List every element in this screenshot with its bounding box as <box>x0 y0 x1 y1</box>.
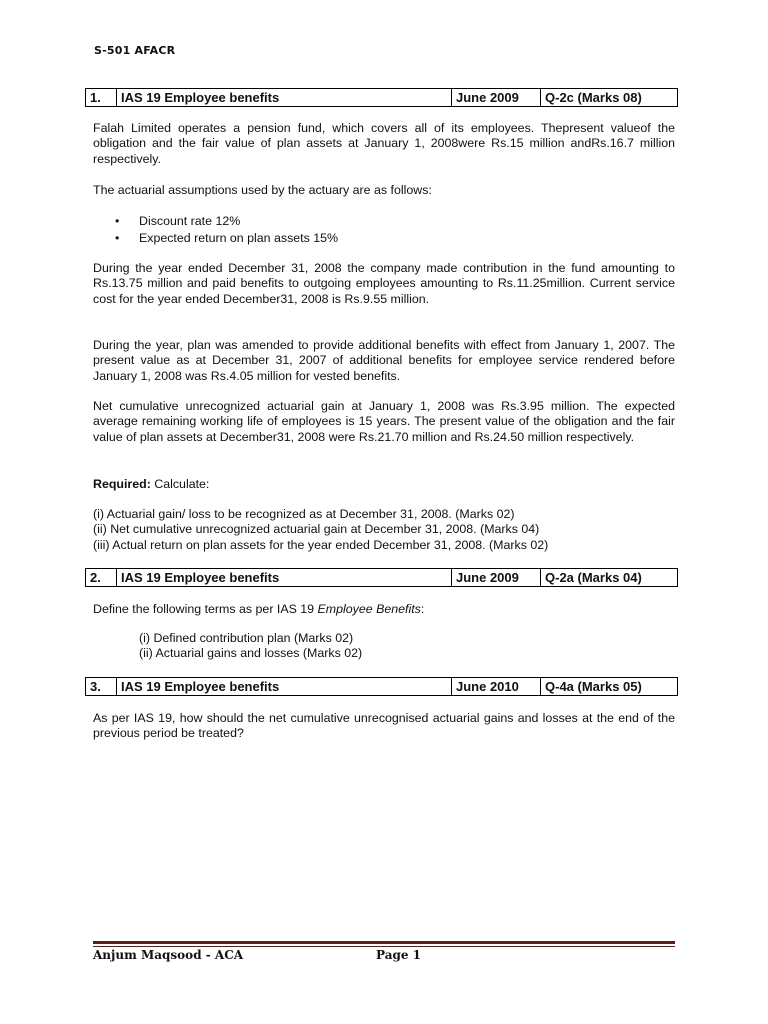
list-item: • Discount rate 12% <box>113 213 338 230</box>
q1-paragraph-3: During the year ended December 31, 2008 the company made contribution in the fund amounting to Rs.13.75 million and paid benefits to outgoing employees amounting to Rs.11.25million. Current service cost for the year ended December31, 2008 is Rs.9.55 million. <box>93 261 675 306</box>
list-item: • Expected return on plan assets 15% <box>113 230 338 247</box>
footer-author: Anjum Maqsood - ACA <box>93 948 244 962</box>
footer-divider-thin <box>93 946 675 947</box>
question-ref: Q-2c (Marks 08) <box>541 89 678 107</box>
list-item: (iii) Actual return on plan assets for the year ended December 31, 2008. (Marks 02) <box>93 537 549 552</box>
q2-intro <box>93 602 675 617</box>
list-item: (ii) Actuarial gains and losses (Marks 02) <box>139 646 363 661</box>
question-number: 3. <box>86 678 117 696</box>
question-1-header <box>85 88 678 107</box>
q1-paragraph-2: The actuarial assumptions used by the actuary are as follows: <box>93 183 432 197</box>
list-item: (i) Actuarial gain/ loss to be recognized as at December 31, 2008. (Marks 02) <box>93 507 515 521</box>
q1-paragraph-1: Falah Limited operates a pension fund, which covers all of its employees. Thepresent valueof the obligation and the fair value of plan assets at January 1, 2008were Rs.15 million andRs.16.7 million respectively. <box>93 121 675 166</box>
question-date: June 2009 <box>452 569 541 587</box>
page-header-code: S-501 AFACR <box>94 44 176 57</box>
list-item: (ii) Net cumulative unrecognized actuarial gain at December 31, 2008. (Marks 04) <box>93 522 540 537</box>
q3-paragraph-1: As per IAS 19, how should the net cumulative unrecognised actuarial gains and losses at the end of the previous period be treated? <box>93 711 675 741</box>
q1-paragraph-4: During the year, plan was amended to provide additional benefits with effect from January 1, 2007. The present value as at December 31, 2007 of additional benefits for employee service rendered before January 1, 2008 was Rs.4.05 million for vested benefits. <box>93 338 675 383</box>
question-3-header <box>85 677 678 696</box>
question-topic: IAS 19 Employee benefits <box>117 678 452 696</box>
footer-page-number: Page 1 <box>376 948 422 962</box>
required-text: Calculate: <box>150 477 210 491</box>
list-item: (i) Defined contribution plan (Marks 02) <box>139 631 354 645</box>
question-date: June 2010 <box>452 678 541 696</box>
question-ref: Q-4a (Marks 05) <box>541 678 678 696</box>
q1-parts <box>93 507 675 553</box>
q2-parts <box>139 631 659 662</box>
question-number: 1. <box>86 89 117 107</box>
q1-paragraph-5: Net cumulative unrecognized actuarial gain at January 1, 2008 was Rs.3.95 million. The expected average remaining working life of employees is 15 years. The present value of the obligation and the fair value of plan assets at December31, 2008 were Rs.21.70 million and Rs.24.50 million respectively. <box>93 399 675 444</box>
q1-required <box>93 477 675 492</box>
question-topic: IAS 19 Employee benefits <box>117 569 452 587</box>
question-2-header <box>85 568 678 587</box>
intro-suffix: : <box>420 602 425 616</box>
question-date: June 2009 <box>452 89 541 107</box>
question-ref: Q-2a (Marks 04) <box>541 569 678 587</box>
q1-assumptions-list <box>113 213 338 247</box>
required-label: Required: <box>93 477 151 491</box>
intro-prefix: Define the following terms as per IAS 19 <box>93 602 318 616</box>
question-number: 2. <box>86 569 117 587</box>
question-topic: IAS 19 Employee benefits <box>117 89 452 107</box>
intro-italic: Employee Benefits <box>317 602 421 616</box>
footer-divider <box>93 941 675 944</box>
